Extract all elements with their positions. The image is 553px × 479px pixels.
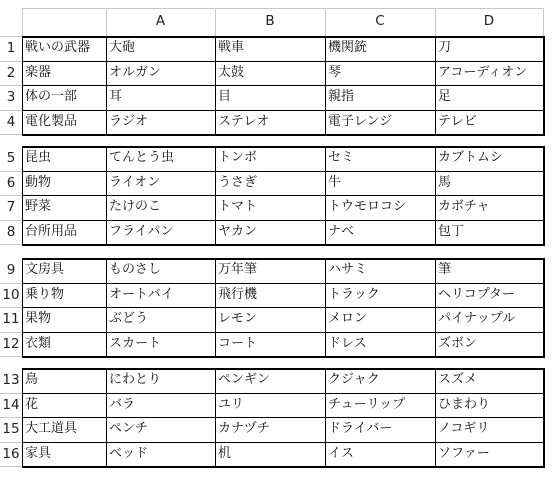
table-border: [22, 244, 545, 246]
row-number[interactable]: 8: [6, 223, 16, 240]
cell-d[interactable]: アコーディオン: [438, 64, 528, 80]
category-cell[interactable]: 体の一部: [25, 89, 78, 104]
grid-line: [22, 8, 23, 36]
row-number[interactable]: 6: [6, 174, 16, 191]
grid-line: [0, 171, 22, 172]
cell-b[interactable]: コート: [218, 335, 258, 351]
cell-d[interactable]: 馬: [438, 174, 452, 190]
category-cell[interactable]: 文房具: [25, 262, 65, 277]
cell-c[interactable]: ナベ: [328, 223, 355, 239]
cell-c[interactable]: ハサミ: [328, 262, 368, 277]
table-border: [543, 36, 545, 136]
row-number[interactable]: 9: [6, 262, 16, 278]
table-border: [22, 442, 543, 443]
grid-line: [0, 220, 22, 221]
table-border: [22, 258, 545, 260]
grid-line: [0, 417, 22, 418]
cell-a[interactable]: ぶどう: [109, 311, 149, 326]
row-number[interactable]: 2: [6, 64, 16, 81]
grid-line: [0, 244, 22, 245]
cell-a[interactable]: 大砲: [109, 40, 136, 55]
cell-d[interactable]: ソファー: [438, 445, 490, 461]
cell-d[interactable]: ひまわり: [438, 396, 491, 412]
table-border: [22, 85, 543, 86]
row-number[interactable]: 15: [2, 421, 20, 437]
column-header-a[interactable]: A: [155, 13, 166, 29]
cell-c[interactable]: チューリップ: [328, 396, 406, 412]
cell-b[interactable]: トマト: [218, 199, 258, 214]
grid-line: [0, 36, 22, 37]
grid-line: [0, 307, 22, 308]
category-cell[interactable]: 昆虫: [25, 150, 52, 165]
table-border: [22, 220, 543, 221]
cell-b[interactable]: 万年筆: [218, 262, 258, 277]
cell-c[interactable]: トラック: [328, 286, 380, 302]
cell-d[interactable]: カボチャ: [438, 199, 490, 214]
cell-d[interactable]: テレビ: [438, 113, 477, 129]
category-cell[interactable]: 楽器: [25, 64, 52, 80]
row-number[interactable]: 3: [6, 89, 16, 105]
cell-a[interactable]: ライオン: [109, 174, 161, 190]
grid-line: [0, 195, 22, 196]
grid-line: [0, 442, 22, 443]
cell-a[interactable]: 耳: [109, 89, 123, 104]
table-border: [22, 146, 545, 148]
cell-b[interactable]: 飛行機: [218, 286, 258, 302]
row-number[interactable]: 14: [2, 396, 20, 413]
table-border: [22, 307, 543, 308]
cell-b[interactable]: ヤカン: [218, 223, 258, 239]
row-number[interactable]: 10: [2, 286, 20, 303]
cell-b[interactable]: 目: [218, 89, 232, 104]
cell-c[interactable]: トウモロコシ: [328, 199, 407, 214]
cell-b[interactable]: レモン: [218, 311, 258, 326]
cell-a[interactable]: てんとう虫: [109, 150, 175, 165]
cell-b[interactable]: トンボ: [218, 150, 258, 165]
cell-c[interactable]: 琴: [328, 64, 342, 80]
cell-a[interactable]: にわとり: [109, 372, 162, 387]
cell-c[interactable]: ドレス: [328, 335, 367, 351]
grid-line: [0, 356, 22, 357]
cell-b[interactable]: ペンギン: [218, 372, 270, 387]
grid-line: [0, 283, 22, 284]
table-border: [22, 466, 545, 468]
category-cell[interactable]: 乗り物: [25, 286, 65, 302]
cell-c[interactable]: ドライバー: [328, 421, 393, 436]
cell-a[interactable]: オートバイ: [109, 286, 174, 302]
table-border: [22, 393, 543, 394]
category-cell[interactable]: 電化製品: [25, 113, 78, 129]
grid-line: [0, 110, 22, 111]
table-border: [543, 146, 545, 246]
category-cell[interactable]: 鳥: [25, 372, 39, 387]
column-header-b[interactable]: B: [265, 13, 275, 29]
row-number[interactable]: 13: [2, 372, 20, 388]
table-border: [22, 171, 543, 172]
cell-c[interactable]: クジャク: [328, 372, 380, 387]
cell-d[interactable]: スズメ: [438, 372, 478, 387]
grid-line: [0, 466, 22, 467]
grid-line: [0, 85, 22, 86]
cell-c[interactable]: 電子レンジ: [328, 113, 393, 129]
category-cell[interactable]: 戦いの武器: [25, 40, 91, 55]
cell-b[interactable]: ユリ: [218, 396, 245, 412]
cell-a[interactable]: ペンチ: [109, 421, 149, 436]
cell-b[interactable]: 机: [218, 445, 232, 461]
cell-a[interactable]: ものさし: [109, 262, 162, 277]
cell-d[interactable]: 包丁: [438, 223, 465, 239]
table-border: [22, 356, 545, 358]
row-number[interactable]: 1: [6, 40, 16, 56]
cell-a[interactable]: ラジオ: [109, 113, 149, 129]
category-cell[interactable]: 衣類: [25, 335, 52, 351]
cell-d[interactable]: 筆: [438, 262, 452, 277]
row-number[interactable]: 12: [2, 335, 20, 352]
cell-b[interactable]: ステレオ: [218, 113, 270, 129]
grid-line: [0, 332, 22, 333]
table-border: [543, 258, 545, 358]
category-cell[interactable]: 家具: [25, 445, 52, 461]
cell-b[interactable]: カナヅチ: [218, 421, 270, 436]
cell-a[interactable]: オルガン: [109, 64, 162, 80]
cell-c[interactable]: 牛: [328, 174, 342, 190]
cell-d[interactable]: ズボン: [438, 335, 478, 351]
table-border: [22, 283, 543, 284]
cell-b[interactable]: うさぎ: [218, 174, 258, 190]
cell-d[interactable]: 足: [438, 89, 452, 104]
category-cell[interactable]: 動物: [25, 174, 52, 190]
grid-line: [543, 8, 544, 36]
row-number[interactable]: 7: [6, 199, 16, 215]
cell-a[interactable]: フライパン: [109, 223, 174, 239]
category-cell[interactable]: 大工道具: [25, 421, 78, 436]
table-border: [22, 332, 543, 333]
row-number[interactable]: 5: [6, 150, 16, 166]
cell-d[interactable]: ノコギリ: [438, 421, 490, 436]
grid-line: [0, 134, 22, 135]
row-number[interactable]: 11: [2, 311, 20, 327]
table-border: [543, 368, 545, 468]
column-header-d[interactable]: D: [483, 13, 495, 29]
row-number[interactable]: 4: [6, 113, 16, 130]
table-border: [22, 61, 543, 62]
cell-d[interactable]: 刀: [438, 40, 452, 55]
column-header-c[interactable]: C: [375, 13, 385, 29]
cell-c[interactable]: セミ: [328, 150, 355, 165]
cell-c[interactable]: 親指: [328, 89, 355, 104]
table-border: [22, 36, 545, 38]
table-border: [22, 110, 543, 111]
cell-c[interactable]: 機関銃: [328, 40, 368, 55]
cell-a[interactable]: たけのこ: [109, 199, 162, 214]
cell-a[interactable]: スカート: [109, 335, 162, 351]
cell-a[interactable]: ベッド: [109, 445, 149, 461]
cell-d[interactable]: パイナップル: [438, 311, 516, 326]
table-border: [22, 368, 545, 370]
category-cell[interactable]: 果物: [25, 311, 52, 326]
table-border: [22, 417, 543, 418]
cell-c[interactable]: イス: [328, 445, 354, 461]
category-cell[interactable]: 台所用品: [25, 223, 78, 239]
grid-line: [0, 61, 22, 62]
cell-c[interactable]: メロン: [328, 311, 368, 326]
grid-line: [0, 393, 22, 394]
cell-b[interactable]: 戦車: [218, 40, 245, 55]
cell-a[interactable]: バラ: [109, 396, 136, 412]
table-border: [22, 195, 543, 196]
category-cell[interactable]: 花: [25, 396, 39, 412]
cell-b[interactable]: 太鼓: [218, 64, 245, 80]
cell-d[interactable]: ヘリコプター: [438, 286, 515, 302]
category-cell[interactable]: 野菜: [25, 199, 52, 214]
cell-d[interactable]: カブトムシ: [438, 150, 504, 165]
row-number[interactable]: 16: [2, 445, 20, 462]
table-border: [22, 134, 545, 136]
